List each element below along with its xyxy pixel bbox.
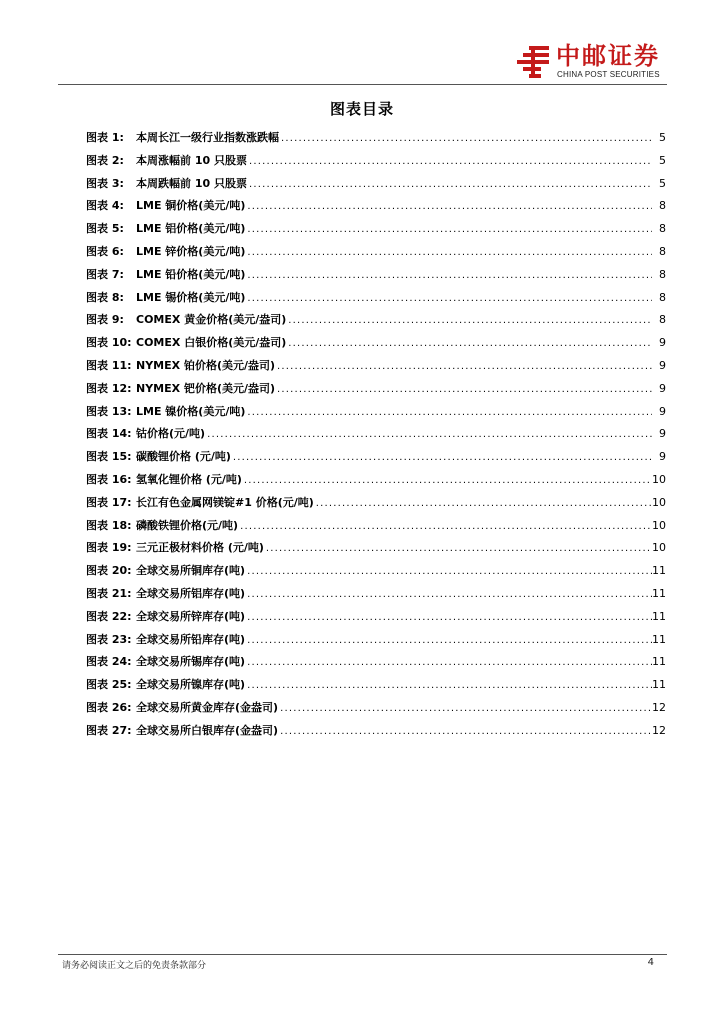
toc-entry-page: 8 xyxy=(659,313,666,327)
toc-dot-leader xyxy=(244,470,652,493)
toc-entry-label: 图表 7: xyxy=(86,267,124,281)
toc-dot-leader xyxy=(266,538,652,561)
toc-entry-page: 11 xyxy=(652,564,666,578)
toc-entry-text: LME 铝价格(美元/吨) xyxy=(136,222,246,236)
toc-entry-label: 图表 16: xyxy=(86,472,132,486)
toc-dot-leader xyxy=(233,447,652,470)
toc-entry-label: 图表 1: xyxy=(86,131,124,144)
toc-entry-label: 图表 13: xyxy=(86,404,132,418)
toc-dot-leader xyxy=(288,333,652,356)
toc-entry-text: LME 锡价格(美元/吨) xyxy=(136,290,246,304)
toc-dot-leader xyxy=(247,196,652,219)
toc-entry-text: 全球交易所铅库存(吨) xyxy=(136,632,246,646)
page-header xyxy=(0,0,724,90)
toc-entry-label: 图表 6: xyxy=(86,244,124,258)
toc-entry-text: 三元正极材料价格 (元/吨) xyxy=(136,541,264,555)
toc-dot-leader xyxy=(249,151,652,174)
toc-entry-text: 长江有色金属网镁锭#1 价格(元/吨) xyxy=(136,495,314,509)
toc-entry[interactable] xyxy=(86,127,666,150)
toc-entry-page: 12 xyxy=(652,723,666,737)
toc-entry-label: 图表 8: xyxy=(86,290,124,304)
toc-dot-leader xyxy=(247,675,652,698)
toc-entry-label: 图表 18: xyxy=(86,518,132,532)
toc-entry-text: 全球交易所铜库存(吨) xyxy=(136,564,246,578)
toc-dot-leader xyxy=(247,288,652,311)
toc-dot-leader xyxy=(281,128,652,151)
toc-entry[interactable] xyxy=(86,720,666,743)
toc-dot-leader xyxy=(247,219,652,242)
toc-title: 图表目录 xyxy=(329,100,394,118)
toc-entry-text: 全球交易所黄金库存(金盎司) xyxy=(136,700,279,714)
toc-entry-label: 图表 23: xyxy=(86,632,132,646)
toc-entry-label: 图表 9: xyxy=(86,313,124,327)
toc-dot-leader xyxy=(288,310,652,333)
brand-name-cn: 中邮证券 xyxy=(556,42,660,70)
toc-entry[interactable] xyxy=(86,674,666,697)
toc-entry-text: 本周跌幅前 10 只股票 xyxy=(136,176,247,190)
toc-entry-label: 图表 24: xyxy=(86,655,132,669)
toc-entry[interactable] xyxy=(86,150,666,173)
toc-entry[interactable] xyxy=(86,332,666,355)
toc-entry[interactable] xyxy=(86,309,666,332)
toc-entry[interactable] xyxy=(86,355,666,378)
toc-entry-page: 10 xyxy=(652,518,666,532)
toc-entry-label: 图表 25: xyxy=(86,678,132,692)
header-divider xyxy=(58,84,667,85)
toc-entry-page: 11 xyxy=(652,632,666,646)
toc-entry-page: 5 xyxy=(659,176,666,190)
toc-entry-page: 9 xyxy=(659,336,666,350)
toc-entry-text: COMEX 黄金价格(美元/盎司) xyxy=(136,313,287,327)
toc-dot-leader xyxy=(247,630,652,653)
toc-entry-label: 图表 14: xyxy=(86,427,132,441)
toc-entry-page: 9 xyxy=(659,358,666,372)
toc-entry-page: 9 xyxy=(659,381,666,395)
toc-dot-leader xyxy=(249,174,652,197)
toc-entry-label: 图表 12: xyxy=(86,381,132,395)
toc-dot-leader xyxy=(280,698,652,721)
toc-entry-page: 10 xyxy=(652,541,666,555)
toc-dot-leader xyxy=(247,265,652,288)
toc-entry-text: 碳酸锂价格 (元/吨) xyxy=(136,450,231,464)
toc-entry-text: 全球交易所白银库存(金盎司) xyxy=(136,723,279,737)
toc-entry-label: 图表 26: xyxy=(86,700,132,714)
toc-entry-page: 11 xyxy=(652,678,666,692)
toc-entry[interactable] xyxy=(86,173,666,196)
page-number: 4 xyxy=(647,957,654,968)
toc-entry-text: 本周长江一级行业指数涨跌幅 xyxy=(136,131,279,144)
toc-entry-label: 图表 3: xyxy=(86,176,124,190)
toc-entry[interactable] xyxy=(86,264,666,287)
toc-dot-leader xyxy=(207,424,652,447)
toc-entry-label: 图表 5: xyxy=(86,222,124,236)
toc-entry-page: 11 xyxy=(652,609,666,623)
toc-entry[interactable] xyxy=(86,423,666,446)
toc-entry-text: LME 锌价格(美元/吨) xyxy=(136,244,246,258)
toc-entry-page: 8 xyxy=(659,222,666,236)
toc-entry[interactable] xyxy=(86,697,666,720)
toc-entry-text: 钴价格(元/吨) xyxy=(136,427,206,441)
toc-entry[interactable] xyxy=(86,651,666,674)
toc-entry-text: NYMEX 铂价格(美元/盎司) xyxy=(136,358,276,372)
toc-entry-page: 12 xyxy=(652,700,666,714)
toc-entry-page: 9 xyxy=(659,450,666,464)
toc-entry-text: 全球交易所锡库存(吨) xyxy=(136,655,246,669)
toc-entry-text: LME 镍价格(美元/吨) xyxy=(136,404,246,418)
toc-dot-leader xyxy=(247,402,652,425)
toc-dot-leader xyxy=(247,242,652,265)
toc-entry-label: 图表 22: xyxy=(86,609,132,623)
toc-entry-page: 8 xyxy=(659,199,666,213)
toc-entry-page: 11 xyxy=(652,655,666,669)
toc-entry[interactable] xyxy=(86,583,666,606)
toc-dot-leader xyxy=(247,607,652,630)
toc-entry-label: 图表 19: xyxy=(86,541,132,555)
toc-entry-page: 8 xyxy=(659,244,666,258)
toc-entry-label: 图表 2: xyxy=(86,153,124,167)
toc-dot-leader xyxy=(240,516,652,539)
toc-entry-page: 11 xyxy=(652,586,666,600)
toc-entry[interactable] xyxy=(86,560,666,583)
toc-entry[interactable] xyxy=(86,606,666,629)
toc-entry-label: 图表 15: xyxy=(86,450,132,464)
toc-dot-leader xyxy=(247,584,652,607)
toc-entry-page: 5 xyxy=(659,153,666,167)
toc-entry-label: 图表 21: xyxy=(86,586,132,600)
brand-name-en: CHINA POST SECURITIES xyxy=(557,70,660,79)
toc-entry-text: NYMEX 钯价格(美元/盎司) xyxy=(136,381,276,395)
toc-entry-page: 8 xyxy=(659,267,666,281)
toc-entry-text: COMEX 白银价格(美元/盎司) xyxy=(136,336,287,350)
toc-entry[interactable] xyxy=(86,469,666,492)
toc-entry-label: 图表 10: xyxy=(86,336,132,350)
toc-entry-text: LME 铅价格(美元/吨) xyxy=(136,267,246,281)
toc-entry[interactable] xyxy=(86,218,666,241)
toc-entry-page: 5 xyxy=(659,131,666,144)
toc-entry-page: 10 xyxy=(652,495,666,509)
toc-dot-leader xyxy=(247,652,652,675)
china-post-logo-icon xyxy=(515,44,551,80)
toc-entry[interactable] xyxy=(86,241,666,264)
toc-dot-leader xyxy=(277,356,652,379)
toc-entry-label: 图表 17: xyxy=(86,495,132,509)
toc-entry-text: 氢氧化锂价格 (元/吨) xyxy=(136,472,242,486)
toc-entry[interactable] xyxy=(86,537,666,560)
toc-entry-text: 全球交易所锌库存(吨) xyxy=(136,609,246,623)
toc-entry-page: 10 xyxy=(652,472,666,486)
toc-entry-page: 9 xyxy=(659,427,666,441)
toc-dot-leader xyxy=(277,379,652,402)
toc-entry-text: LME 铜价格(美元/吨) xyxy=(136,199,246,213)
toc-entry-text: 全球交易所镍库存(吨) xyxy=(136,678,246,692)
toc-entry[interactable] xyxy=(86,446,666,469)
toc-entry[interactable] xyxy=(86,492,666,515)
toc-entry-label: 图表 20: xyxy=(86,564,132,578)
toc-entry-text: 全球交易所铝库存(吨) xyxy=(136,586,246,600)
toc-entry-text: 本周涨幅前 10 只股票 xyxy=(136,153,247,167)
toc-entry[interactable] xyxy=(86,401,666,424)
toc-entry[interactable] xyxy=(86,195,666,218)
toc-dot-leader xyxy=(280,721,652,744)
toc-entry-text: 磷酸铁锂价格(元/吨) xyxy=(136,518,239,532)
toc-entry-page: 8 xyxy=(659,290,666,304)
toc-entry[interactable] xyxy=(86,515,666,538)
toc-entry[interactable] xyxy=(86,378,666,401)
toc-list xyxy=(86,127,666,743)
toc-entry-label: 图表 27: xyxy=(86,723,132,737)
footer-divider xyxy=(58,954,667,955)
toc-entry[interactable] xyxy=(86,629,666,652)
toc-entry-page: 9 xyxy=(659,404,666,418)
toc-dot-leader xyxy=(247,561,652,584)
toc-entry-label: 图表 11: xyxy=(86,358,132,372)
toc-entry-label: 图表 4: xyxy=(86,199,124,213)
toc-dot-leader xyxy=(316,493,652,516)
footer-disclaimer: 请务必阅读正文之后的免责条款部分 xyxy=(62,961,207,971)
toc-entry[interactable] xyxy=(86,287,666,310)
